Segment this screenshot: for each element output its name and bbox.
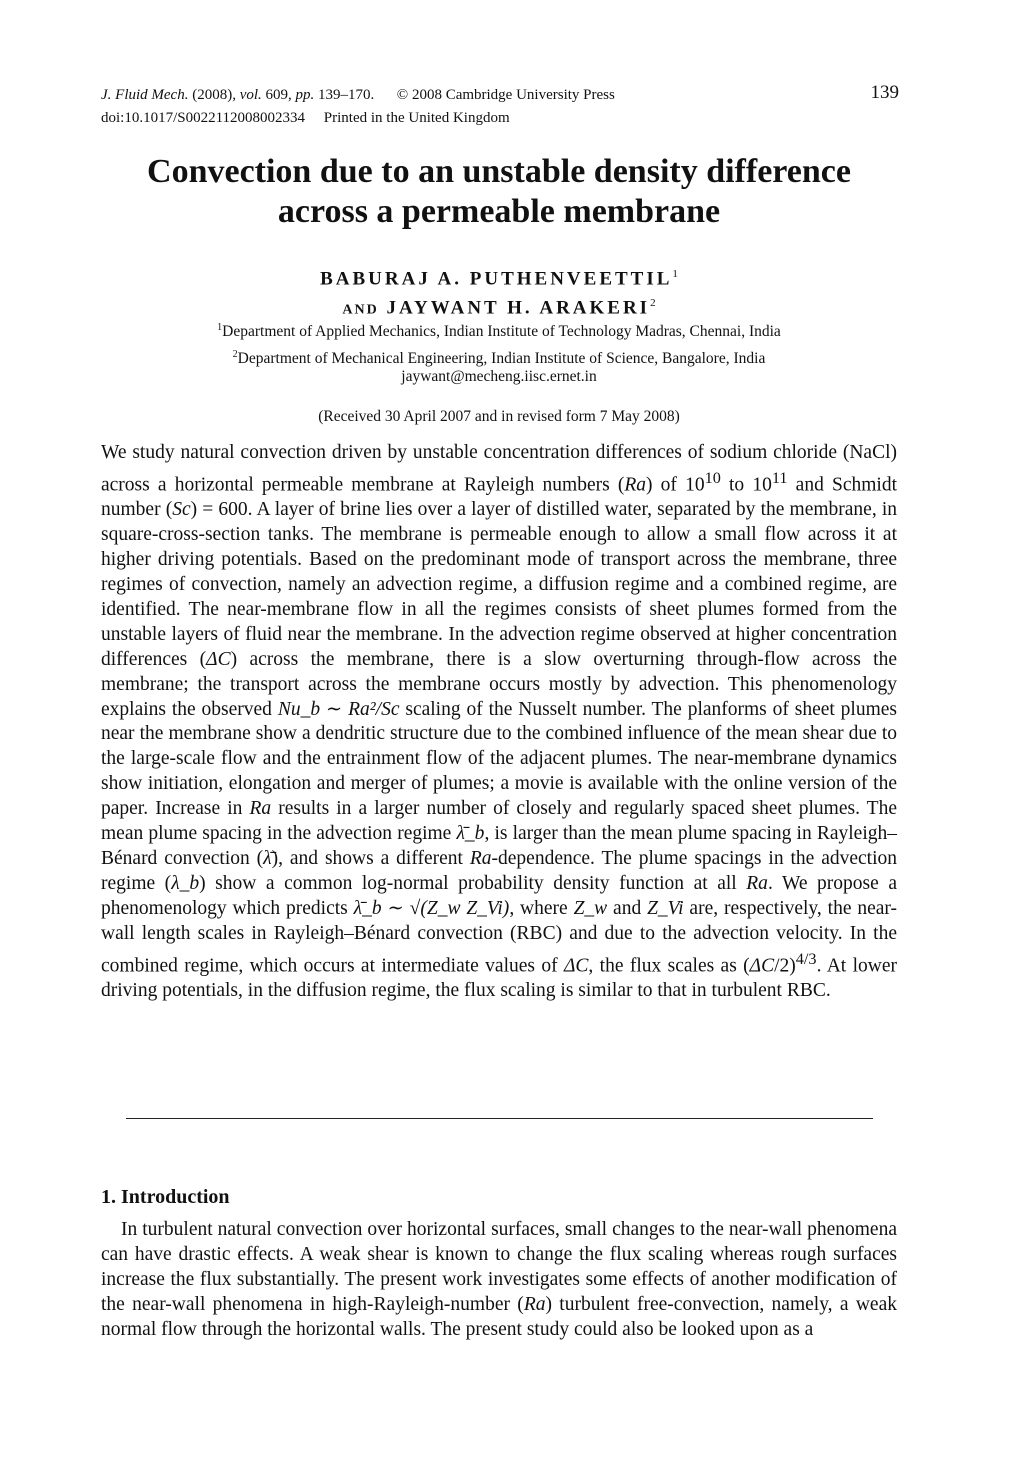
abstract-text: ) = 600. A layer of brine lies over a layer of distilled water, separated by the membrane, in square-cross-section tanks. The membrane is permeable enough to allow a small flow across it at higher driving potentials. Based on the predominant mode of transport across the membrane, three regimes of convection, namely an advection regime, a diffusion regime and a combined regime, are identified. The near-membrane flow in all the regimes consists of sheet plumes formed from the unstable layers of fluid near the membrane. In the advection regime observed at higher concentration differences ( [101, 499, 898, 670]
abstract-text: and [607, 897, 648, 919]
math-lambda-b: λ_b [171, 872, 200, 894]
received-dates: (Received 30 April 2007 and in revised form 7 May 2008) [318, 408, 680, 425]
math-nusselt-scaling: Nu_b ∼ Ra²/Sc [277, 698, 400, 720]
math-zv: Z_Vi [647, 897, 684, 919]
author-2: JAYWANT H. ARAKERI [386, 297, 651, 319]
title-line-2: across a permeable membrane [277, 193, 721, 230]
author-conjunction: AND [342, 302, 379, 318]
abstract [101, 441, 897, 1004]
journal-name: J. Fluid Mech. [101, 87, 189, 103]
body-text: ) turbulent free-convection, namely, a weak normal flow through the horizontal walls. The present study could also be looked upon as a [101, 1293, 897, 1340]
abstract-text: We study natural convection driven by unstable concentration differences of sodium chloride (NaCl) across a horizontal permeable membrane at Rayleigh numbers ( [101, 442, 897, 496]
author-2-affiliation-mark: 2 [650, 297, 656, 310]
author-1-affiliation-mark: 1 [672, 268, 678, 280]
math-ra: Ra [523, 1293, 546, 1315]
affiliation-1-mark: 1 [217, 322, 223, 333]
page-number: 139 [870, 82, 899, 103]
affiliation-1 [60, 318, 938, 342]
math-sc: Sc [172, 499, 191, 521]
pages-label: pp. [295, 87, 315, 103]
doi-line [101, 108, 510, 128]
math-ra: Ra [746, 872, 768, 894]
affiliation-2-mark: 2 [232, 349, 238, 360]
abstract-divider [126, 1118, 873, 1119]
abstract-text: ) show a common log-normal probability density function at all [199, 872, 747, 894]
doi: doi:10.1017/S0022112008002334 [101, 110, 306, 126]
author-email: jaywant@mecheng.iisc.ernet.in [401, 368, 597, 385]
abstract-text: are, respectively, the near-wall length scales in Rayleigh–Bénard convection (RBC) and due to the advection velocity. In the combined regime, which occurs at intermediate values of [101, 897, 898, 977]
abstract-text: scaling of the Nusselt number. The planforms of sheet plumes near the membrane show a dendritic structure due to the combined influence of the mean shear due to the large-scale flow and the entrainment flow of the adjacent plumes. The near-membrane dynamics show initiation, elongation and merger of plumes; a movie is available with the online version of the paper. Increase in [101, 698, 897, 820]
volume-label: vol. [239, 87, 262, 103]
page-range: 139–170. [318, 87, 375, 103]
abstract-text: and Schmidt number ( [101, 474, 897, 521]
math-ra: Ra [469, 848, 492, 869]
affiliation-2-text: Department of Mechanical Engineering, Indian Institute of Science, Bangalore, India [237, 350, 766, 368]
printed-notice: Printed in the United Kingdom [323, 110, 510, 126]
math-delta-c: ΔC [749, 955, 775, 977]
volume: 609, [265, 87, 292, 103]
abstract-text: /2) [774, 955, 796, 977]
abstract-text: to 10 [720, 474, 772, 496]
math-exponent: 11 [771, 468, 788, 487]
math-exponent: 10 [704, 468, 721, 487]
abstract-text: . We propose a phenomenology which predicts [101, 872, 897, 919]
math-delta-c: ΔC [206, 648, 231, 670]
section-heading: 1. Introduction [101, 1186, 230, 1208]
title-line-1: Convection due to an unstable density difference [147, 153, 851, 190]
math-delta-c: ΔC [563, 955, 589, 977]
author-line-1 [60, 262, 938, 291]
math-ra: Ra [624, 474, 647, 496]
introduction-paragraph [101, 1218, 897, 1343]
abstract-text: ) of 10 [646, 474, 705, 496]
affiliation-1-text: Department of Applied Mechanics, Indian Institute of Technology Madras, Chennai, India [222, 323, 781, 341]
copyright-notice: © 2008 Cambridge University Press [396, 87, 615, 103]
math-ra: Ra [249, 798, 272, 820]
abstract-text: ), and shows a different [271, 848, 470, 869]
abstract-text: -dependence. The plume spacings in the advection regime ( [101, 848, 897, 894]
math-zw: Z_w [573, 897, 608, 919]
affiliation-2 [60, 345, 938, 369]
journal-year: (2008), [192, 87, 236, 103]
citation-line [101, 85, 615, 105]
abstract-text: , is larger than the mean plume spacing in Rayleigh–Bénard convection ( [101, 823, 897, 869]
abstract-text: . At lower driving potentials, in the diffusion regime, the flux scaling is similar to that in turbulent RBC. [101, 955, 897, 1002]
math-lambda-b-mean: λ̄_b [456, 823, 485, 845]
body-text: In turbulent natural convection over horizontal surfaces, small changes to the near-wall phenomena can have drastic effects. A weak shear is known to change the flux scaling whereas rough surfaces increase the flux substantially. The present work investigates some effects of another modification of the near-wall phenomena in high-Rayleigh-number ( [101, 1219, 897, 1315]
author-1: BABURAJ A. PUTHENVEETTIL [320, 268, 673, 290]
math-spacing-prediction: λ̄_b ∼ √(Z_w Z_Vi) [353, 897, 510, 919]
author-list [60, 262, 938, 323]
abstract-text: , where [509, 897, 574, 919]
paper-title [60, 152, 938, 232]
abstract-text: results in a larger number of closely and regularly spaced sheet plumes. The mean plume spacing in the advection regime [101, 798, 898, 845]
math-exponent: 4/3 [795, 949, 817, 968]
abstract-text: ) across the membrane, there is a slow overturning through-flow across the membrane; the transport across the membrane occurs mostly by advection. This phenomenology explains the observed [101, 648, 897, 720]
abstract-text: , the flux scales as ( [588, 955, 750, 977]
math-lambda-mean: λ̄ [263, 848, 272, 869]
